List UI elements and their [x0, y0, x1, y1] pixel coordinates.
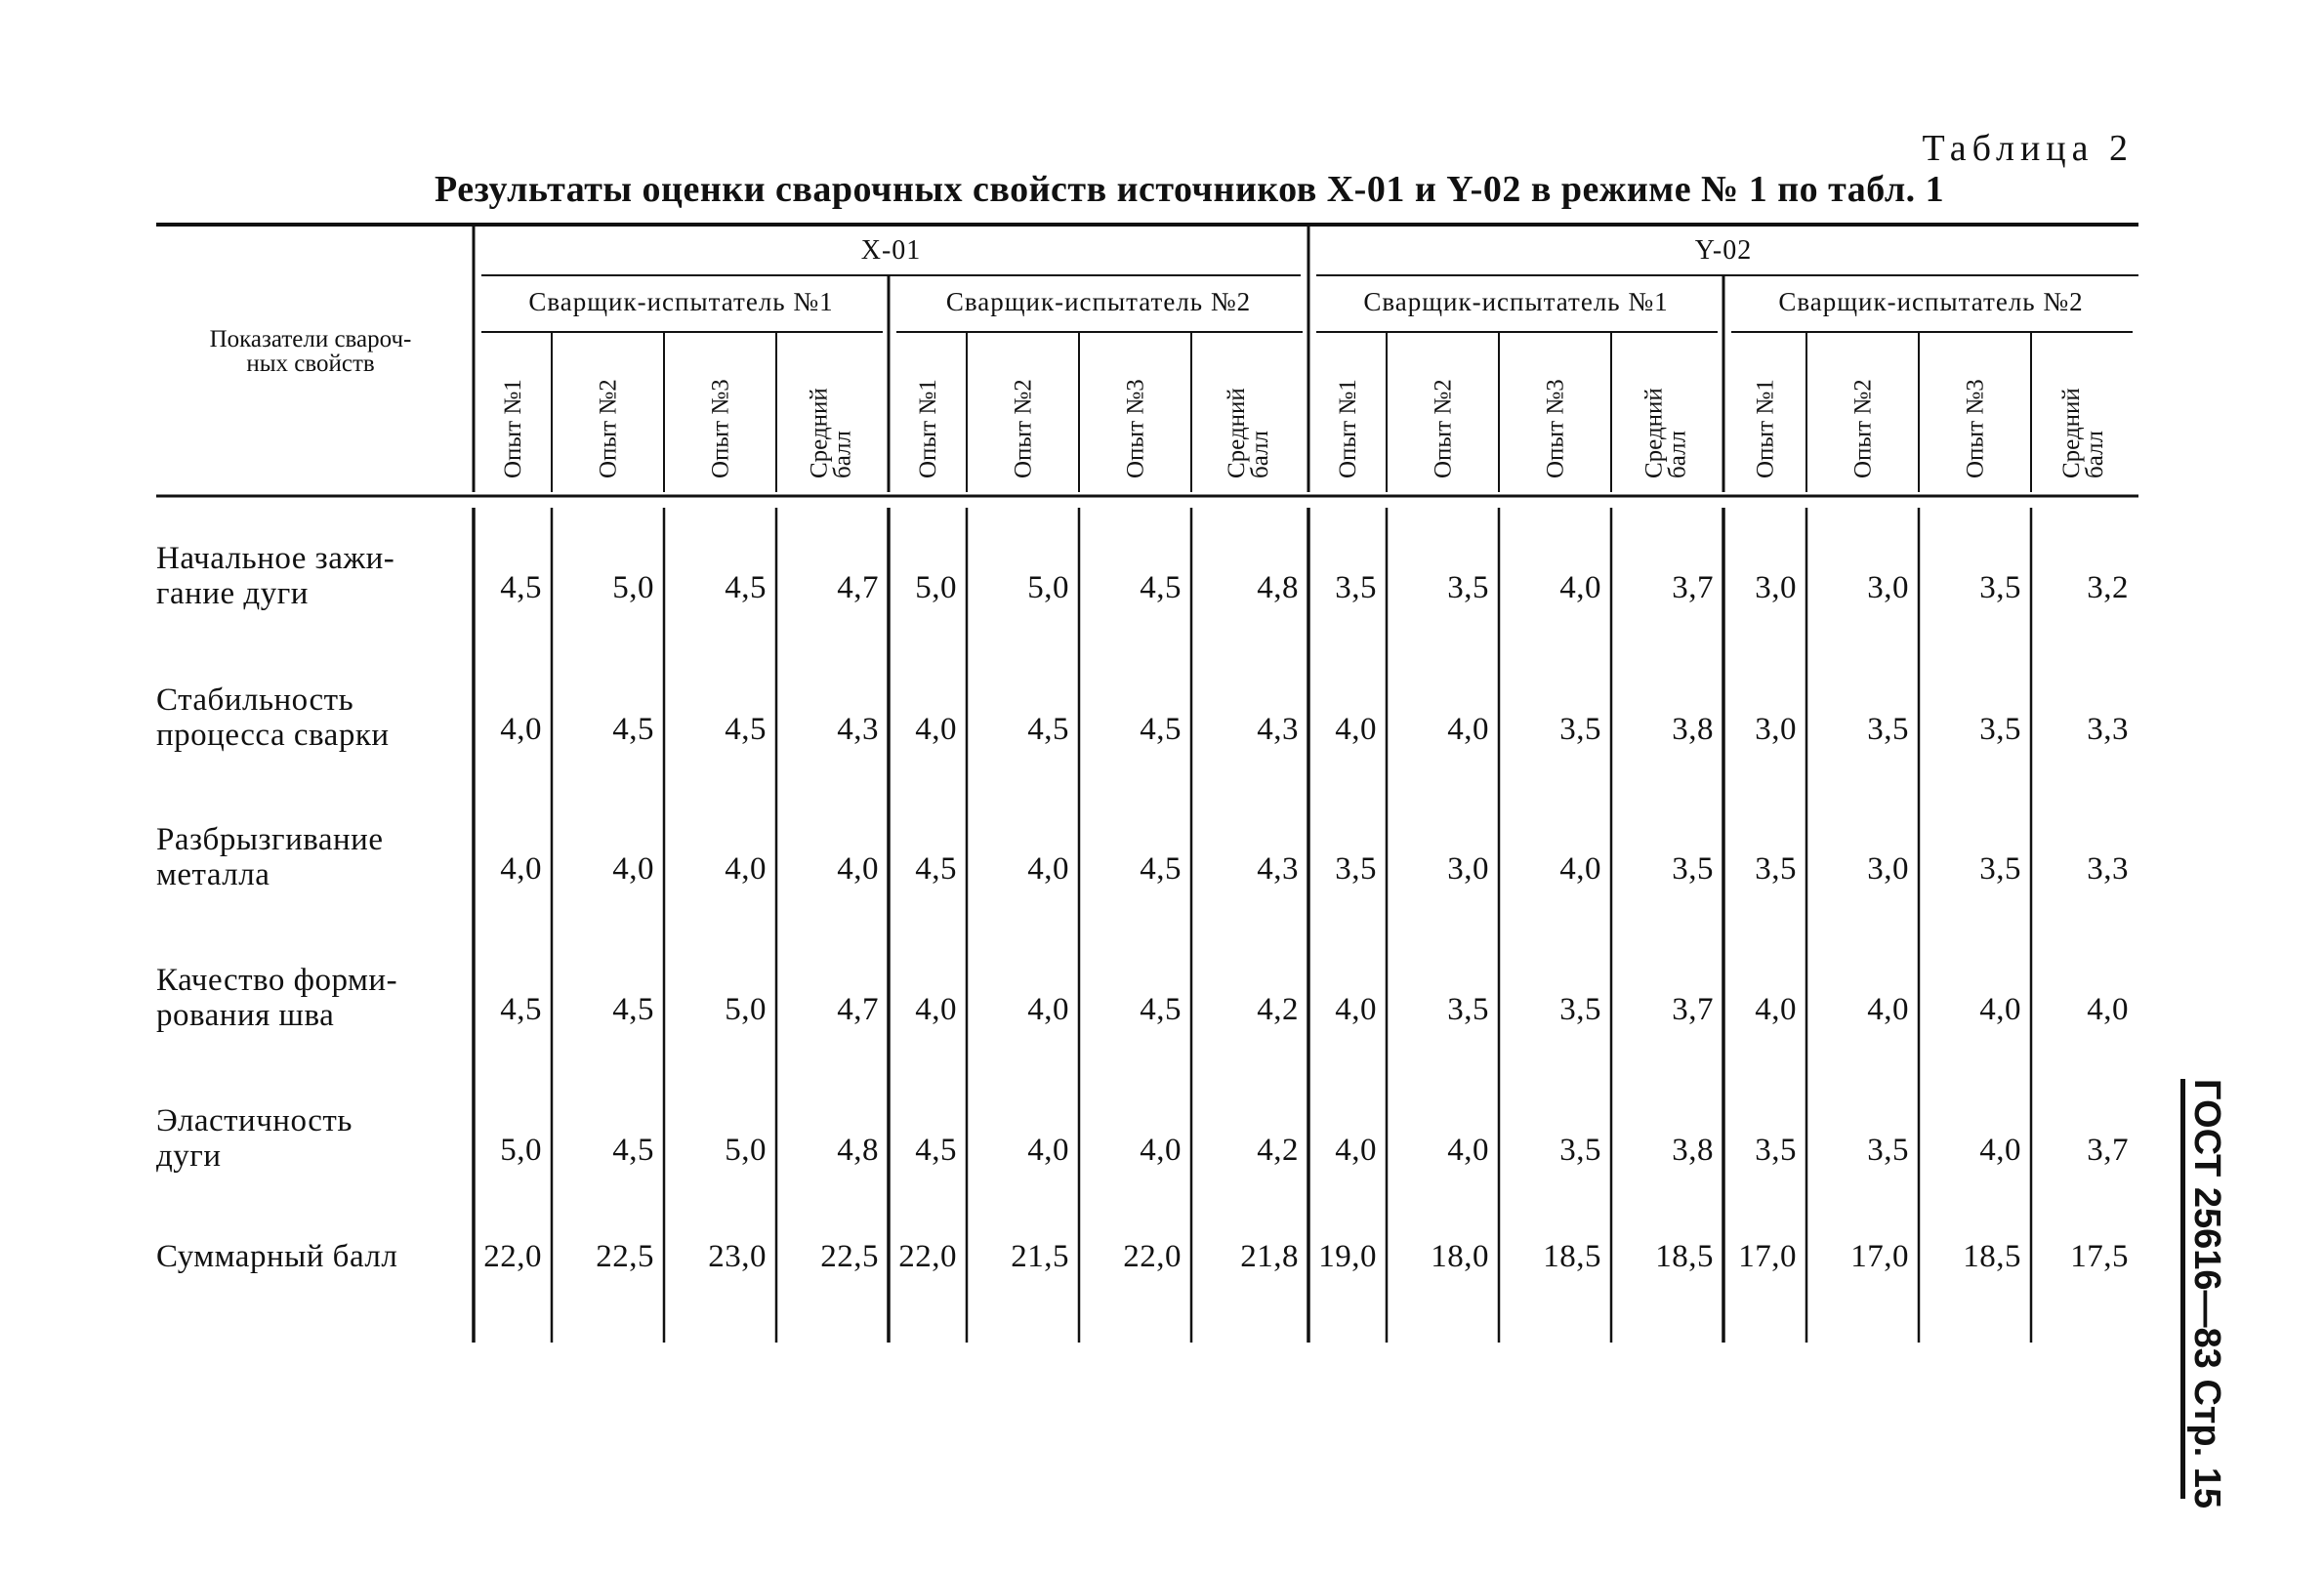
cell-value: 4,7	[837, 570, 879, 605]
column-header: Среднийбалл	[2058, 388, 2108, 478]
cell-value: 3,3	[2087, 712, 2129, 747]
cell-value: 4,0	[1335, 992, 1377, 1027]
cell-value: 4,5	[1027, 712, 1069, 747]
cell-value: 3,5	[1672, 851, 1714, 887]
column-header: Опыт №3	[1122, 379, 1149, 478]
cell-value: 5,0	[725, 992, 767, 1027]
source-label: Y-02	[1694, 235, 1753, 266]
cell-value: 5,0	[725, 1133, 767, 1168]
cell-value: 18,5	[1963, 1239, 2021, 1274]
column-header: Опыт №2	[1849, 379, 1877, 478]
cell-value: 4,0	[500, 851, 542, 887]
page-identifier-text: ГОСТ 25616—83 Стр. 15	[2186, 1079, 2227, 1509]
cell-value: 3,5	[1447, 570, 1489, 605]
cell-value: 4,5	[1140, 712, 1182, 747]
cell-value: 22,0	[483, 1239, 542, 1274]
column-header: Опыт №3	[1542, 379, 1569, 478]
column-header-group	[1224, 388, 1273, 478]
cell-value: 17,0	[1738, 1239, 1797, 1274]
column-header: Опыт №1	[1752, 379, 1779, 478]
cell-value: 23,0	[708, 1239, 767, 1274]
cell-value: 4,0	[1027, 1133, 1069, 1168]
cell-value: 4,0	[1867, 992, 1909, 1027]
cell-value: 4,5	[1140, 570, 1182, 605]
column-header: Среднийбалл	[806, 388, 856, 478]
cell-value: 4,5	[500, 992, 542, 1027]
cell-value: 18,5	[1543, 1239, 1601, 1274]
cell-value: 3,3	[2087, 851, 2129, 887]
row-label: Разбрызгивание металла	[156, 822, 384, 892]
column-header: Опыт №1	[915, 379, 941, 478]
column-header-group	[1543, 379, 1569, 478]
column-header: Среднийбалл	[1640, 388, 1691, 478]
cell-value: 4,5	[1140, 851, 1182, 887]
cell-value: 22,5	[820, 1239, 879, 1274]
column-header-group	[1753, 379, 1779, 478]
cell-value: 4,0	[725, 851, 767, 887]
column-header: Опыт №3	[1962, 379, 1989, 478]
cell-value: 4,2	[1257, 992, 1299, 1027]
cell-value: 3,0	[1867, 570, 1909, 605]
cell-value: 4,8	[837, 1133, 879, 1168]
cell-value: 3,5	[1559, 992, 1601, 1027]
cell-value: 4,0	[915, 712, 957, 747]
cell-value: 3,5	[1447, 992, 1489, 1027]
cell-value: 4,0	[1447, 1133, 1489, 1168]
cell-value: 4,0	[1559, 851, 1601, 887]
cell-value: 3,5	[1335, 851, 1377, 887]
cell-value: 5,0	[500, 1133, 542, 1168]
stub-header: Показатели свароч-ных свойств	[209, 326, 412, 377]
column-header: Опыт №3	[707, 379, 734, 478]
cell-value: 4,0	[500, 712, 542, 747]
column-header-group	[1641, 388, 1691, 478]
column-header-group	[807, 388, 856, 478]
cell-value: 4,0	[1979, 1133, 2021, 1168]
cell-value: 3,0	[1867, 851, 1909, 887]
cell-value: 4,0	[1335, 1133, 1377, 1168]
cell-value: 3,7	[1672, 570, 1714, 605]
cell-value: 3,5	[1867, 1133, 1909, 1168]
cell-value: 3,0	[1755, 712, 1797, 747]
column-header-group	[1431, 379, 1457, 478]
cell-value: 4,0	[1140, 1133, 1182, 1168]
cell-value: 3,5	[1867, 712, 1909, 747]
cell-value: 5,0	[612, 570, 654, 605]
column-header-group	[708, 379, 734, 478]
cell-value: 4,0	[1979, 992, 2021, 1027]
cell-value: 21,8	[1240, 1239, 1299, 1274]
cell-value: 5,0	[915, 570, 957, 605]
cell-value: 17,0	[1850, 1239, 1909, 1274]
cell-value: 3,7	[2087, 1133, 2129, 1168]
cell-value: 3,5	[1559, 712, 1601, 747]
cell-value: 18,5	[1655, 1239, 1714, 1274]
column-header-group	[915, 379, 941, 478]
cell-value: 4,3	[837, 712, 879, 747]
welder-label: Сварщик-испытатель №2	[945, 287, 1252, 316]
cell-value: 4,5	[1140, 992, 1182, 1027]
row-label: Начальное зажи-гание дуги	[156, 541, 395, 611]
cell-value: 3,0	[1755, 570, 1797, 605]
cell-value: 4,0	[2087, 992, 2129, 1027]
cell-value: 3,8	[1672, 712, 1714, 747]
column-header: Среднийбалл	[1224, 388, 1273, 478]
cell-value: 4,5	[725, 570, 767, 605]
column-header: Опыт №2	[1010, 379, 1037, 478]
cell-value: 4,3	[1257, 712, 1299, 747]
cell-value: 18,0	[1431, 1239, 1489, 1274]
cell-value: 19,0	[1318, 1239, 1377, 1274]
column-header: Опыт №2	[1430, 379, 1457, 478]
cell-value: 4,8	[1257, 570, 1299, 605]
cell-value: 4,3	[1257, 851, 1299, 887]
cell-value: 22,0	[898, 1239, 957, 1274]
cell-value: 4,0	[837, 851, 879, 887]
cell-value: 3,7	[1672, 992, 1714, 1027]
cell-value: 4,7	[837, 992, 879, 1027]
row-label: Качество форми-рования шва	[156, 963, 398, 1033]
cell-value: 4,0	[1447, 712, 1489, 747]
row-label: Эластичность дуги	[156, 1103, 353, 1174]
cell-value: 4,0	[1027, 992, 1069, 1027]
column-header-group	[1335, 379, 1361, 478]
column-header: Опыт №2	[595, 379, 622, 478]
column-header-group	[2058, 388, 2108, 478]
column-header-group	[1011, 379, 1037, 478]
cell-value: 3,5	[1755, 851, 1797, 887]
cell-value: 4,0	[612, 851, 654, 887]
row-label: Суммарный балл	[156, 1239, 398, 1274]
welder-label: Сварщик-испытатель №1	[1363, 287, 1669, 316]
cell-value: 4,0	[1027, 851, 1069, 887]
cell-value: 4,5	[725, 712, 767, 747]
cell-value: 3,5	[1755, 1133, 1797, 1168]
source-label: X-01	[860, 235, 922, 266]
cell-value: 3,5	[1979, 570, 2021, 605]
welder-label: Сварщик-испытатель №1	[528, 287, 834, 316]
cell-value: 21,5	[1011, 1239, 1069, 1274]
cell-value: 4,5	[612, 1133, 654, 1168]
cell-value: 22,0	[1123, 1239, 1182, 1274]
cell-value: 3,5	[1335, 570, 1377, 605]
table-title: Результаты оценки сварочных свойств источников X-01 и Y-02 в режиме № 1 по табл. 1	[435, 169, 1945, 210]
cell-value: 3,0	[1447, 851, 1489, 887]
cell-value: 3,5	[1979, 851, 2021, 887]
column-header-group	[596, 379, 622, 478]
cell-value: 22,5	[596, 1239, 654, 1274]
cell-value: 4,0	[1755, 992, 1797, 1027]
cell-value: 4,0	[1559, 570, 1601, 605]
cell-value: 3,2	[2087, 570, 2129, 605]
cell-value: 3,5	[1979, 712, 2021, 747]
column-header-group	[1963, 379, 1989, 478]
cell-value: 4,0	[915, 992, 957, 1027]
column-header: Опыт №1	[500, 379, 526, 478]
cell-value: 4,0	[1335, 712, 1377, 747]
cell-value: 4,2	[1257, 1133, 1299, 1168]
column-header-group	[1123, 379, 1149, 478]
column-header: Опыт №1	[1335, 379, 1361, 478]
row-label: Стабильность процесса сварки	[156, 682, 390, 753]
cell-value: 4,5	[612, 712, 654, 747]
cell-value: 17,5	[2070, 1239, 2129, 1274]
column-header-group	[1850, 379, 1877, 478]
page-identifier	[2180, 1079, 2227, 1509]
cell-value: 3,8	[1672, 1133, 1714, 1168]
cell-value: 3,5	[1559, 1133, 1601, 1168]
cell-value: 4,5	[915, 851, 957, 887]
cell-value: 4,5	[915, 1133, 957, 1168]
welder-label: Сварщик-испытатель №2	[1778, 287, 2084, 316]
table-number-label: Таблица 2	[1922, 128, 2134, 169]
cell-value: 4,5	[612, 992, 654, 1027]
column-header-group	[500, 379, 526, 478]
cell-value: 5,0	[1027, 570, 1069, 605]
cell-value: 4,5	[500, 570, 542, 605]
